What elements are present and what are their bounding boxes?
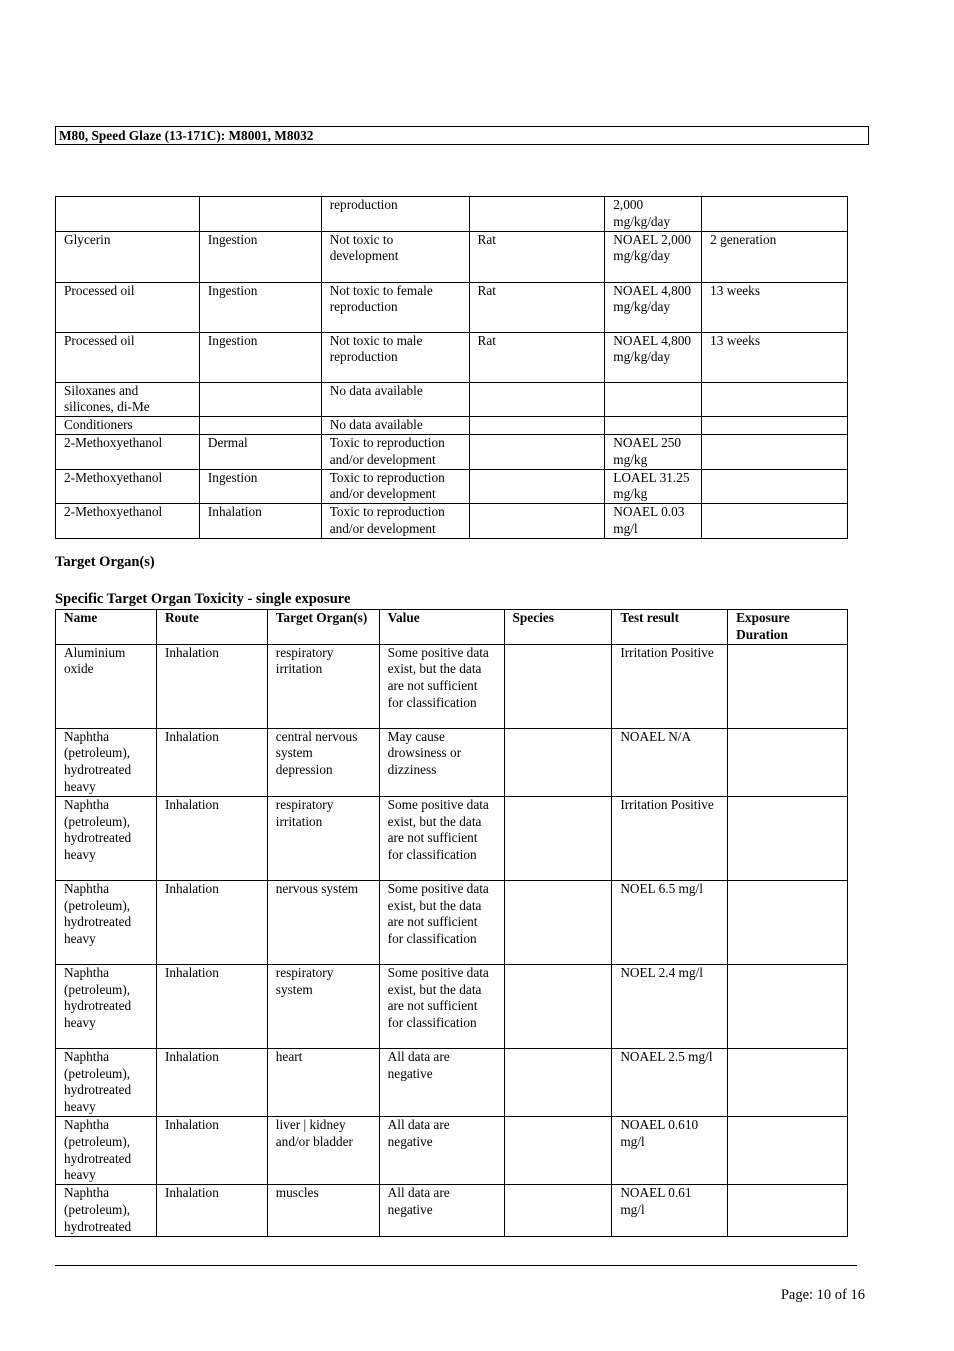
page-number: Page: 10 of 16 bbox=[780, 1287, 865, 1303]
table-cell bbox=[728, 880, 848, 964]
table-cell bbox=[728, 728, 848, 796]
table-cell bbox=[702, 504, 848, 539]
table-row bbox=[56, 1185, 848, 1236]
table-cell: 2-Methoxyethanol bbox=[56, 434, 200, 469]
table-cell bbox=[728, 1048, 848, 1116]
table-cell: liver | kidney and/or bladder bbox=[267, 1116, 379, 1184]
table-cell: Inhalation bbox=[156, 1048, 267, 1116]
table-cell: 13 weeks bbox=[702, 332, 848, 382]
column-header: Value bbox=[379, 610, 504, 645]
column-header: Target Organ(s) bbox=[267, 610, 379, 645]
table-cell: Not toxic to female reproduction bbox=[321, 282, 469, 332]
table-cell bbox=[469, 434, 605, 469]
table-cell bbox=[728, 796, 848, 880]
table-cell: Ingestion bbox=[199, 469, 321, 504]
table-cell: Naphtha (petroleum), hydrotreated heavy bbox=[56, 728, 157, 796]
table-cell bbox=[469, 197, 605, 232]
table-cell: 13 weeks bbox=[702, 282, 848, 332]
table-cell: Some positive data exist, but the data are not sufficient for classification bbox=[379, 796, 504, 880]
stot-header-row bbox=[56, 610, 848, 645]
reproduction-toxicity-table bbox=[55, 196, 848, 539]
column-header: Name bbox=[56, 610, 157, 645]
table-cell: All data are negative bbox=[379, 1116, 504, 1184]
table-cell bbox=[504, 1048, 612, 1116]
table-cell: Ingestion bbox=[199, 282, 321, 332]
table-cell: Glycerin bbox=[56, 231, 200, 282]
table-cell bbox=[469, 417, 605, 435]
table-cell: 2-Methoxyethanol bbox=[56, 469, 200, 504]
table-cell: All data are negative bbox=[379, 1048, 504, 1116]
table-cell: NOAEL 0.61 mg/l bbox=[612, 1185, 728, 1236]
table-cell: 2-Methoxyethanol bbox=[56, 504, 200, 539]
table-cell: Not toxic to male reproduction bbox=[321, 332, 469, 382]
table-cell: Naphtha (petroleum), hydrotreated heavy bbox=[56, 1116, 157, 1184]
table-row bbox=[56, 964, 848, 1048]
column-header: Species bbox=[504, 610, 612, 645]
table-cell: nervous system bbox=[267, 880, 379, 964]
table-cell: No data available bbox=[321, 417, 469, 435]
table-cell: central nervous system depression bbox=[267, 728, 379, 796]
table-row bbox=[56, 282, 848, 332]
table-cell bbox=[469, 382, 605, 417]
table-row bbox=[56, 1116, 848, 1184]
table-row bbox=[56, 504, 848, 539]
table-row bbox=[56, 231, 848, 282]
table-cell: Naphtha (petroleum), hydrotreated heavy bbox=[56, 964, 157, 1048]
table-cell: Inhalation bbox=[156, 728, 267, 796]
table-cell: Naphtha (petroleum), hydrotreated heavy bbox=[56, 796, 157, 880]
table-cell: Inhalation bbox=[156, 796, 267, 880]
table-cell bbox=[199, 417, 321, 435]
table-cell bbox=[504, 1116, 612, 1184]
table-row bbox=[56, 880, 848, 964]
table-cell: 2,000 mg/kg/day bbox=[605, 197, 702, 232]
table-cell: respiratory irritation bbox=[267, 644, 379, 728]
table-cell: Dermal bbox=[199, 434, 321, 469]
column-header: Test result bbox=[612, 610, 728, 645]
table-cell bbox=[504, 644, 612, 728]
table-cell bbox=[469, 504, 605, 539]
table-cell: NOEL 2.4 mg/l bbox=[612, 964, 728, 1048]
table-cell: Conditioners bbox=[56, 417, 200, 435]
table-cell: Inhalation bbox=[199, 504, 321, 539]
table-cell: NOAEL 2,000 mg/kg/day bbox=[605, 231, 702, 282]
table-cell: All data are negative bbox=[379, 1185, 504, 1236]
table-cell bbox=[702, 434, 848, 469]
table-cell: Irritation Positive bbox=[612, 644, 728, 728]
table-cell: respiratory system bbox=[267, 964, 379, 1048]
table-cell: Rat bbox=[469, 332, 605, 382]
table-cell: Inhalation bbox=[156, 644, 267, 728]
table-row bbox=[56, 434, 848, 469]
stot-heading: Specific Target Organ Toxicity - single exposure bbox=[55, 591, 351, 607]
table-cell: NOAEL 4,800 mg/kg/day bbox=[605, 282, 702, 332]
table-cell bbox=[504, 728, 612, 796]
reproduction-table-body bbox=[56, 197, 848, 539]
table-cell: Toxic to reproduction and/or development bbox=[321, 469, 469, 504]
table-cell: NOAEL 0.03 mg/l bbox=[605, 504, 702, 539]
table-row bbox=[56, 332, 848, 382]
table-cell: Aluminium oxide bbox=[56, 644, 157, 728]
table-row bbox=[56, 469, 848, 504]
table-cell: Inhalation bbox=[156, 1116, 267, 1184]
table-cell: Ingestion bbox=[199, 231, 321, 282]
table-cell: Rat bbox=[469, 231, 605, 282]
column-header: Exposure Duration bbox=[728, 610, 848, 645]
table-cell: No data available bbox=[321, 382, 469, 417]
table-row bbox=[56, 644, 848, 728]
table-cell: Naphtha (petroleum), hydrotreated heavy bbox=[56, 1048, 157, 1116]
table-cell: Naphtha (petroleum), hydrotreated bbox=[56, 1185, 157, 1236]
table-cell bbox=[728, 1116, 848, 1184]
stot-single-exposure-table bbox=[55, 609, 848, 1237]
table-cell bbox=[702, 197, 848, 232]
table-cell: Naphtha (petroleum), hydrotreated heavy bbox=[56, 880, 157, 964]
table-cell: Some positive data exist, but the data are not sufficient for classification bbox=[379, 880, 504, 964]
table-cell bbox=[504, 796, 612, 880]
table-row bbox=[56, 197, 848, 232]
table-cell: 2 generation bbox=[702, 231, 848, 282]
table-cell bbox=[728, 964, 848, 1048]
table-cell: Not toxic to development bbox=[321, 231, 469, 282]
table-cell: Ingestion bbox=[199, 332, 321, 382]
table-cell: Toxic to reproduction and/or development bbox=[321, 504, 469, 539]
table-cell: NOAEL 4,800 mg/kg/day bbox=[605, 332, 702, 382]
table-cell: Inhalation bbox=[156, 964, 267, 1048]
table-cell: LOAEL 31.25 mg/kg bbox=[605, 469, 702, 504]
table-cell bbox=[728, 1185, 848, 1236]
table-cell bbox=[702, 417, 848, 435]
table-cell bbox=[605, 382, 702, 417]
table-cell: NOAEL 250 mg/kg bbox=[605, 434, 702, 469]
table-cell bbox=[702, 382, 848, 417]
table-row bbox=[56, 382, 848, 417]
footer-rule bbox=[55, 1265, 857, 1266]
table-row bbox=[56, 417, 848, 435]
table-cell bbox=[605, 417, 702, 435]
table-cell: NOAEL 2.5 mg/l bbox=[612, 1048, 728, 1116]
section-heading: Target Organ(s) bbox=[55, 554, 155, 570]
table-cell: Inhalation bbox=[156, 880, 267, 964]
table-cell bbox=[199, 382, 321, 417]
table-cell: NOAEL N/A bbox=[612, 728, 728, 796]
table-row bbox=[56, 1048, 848, 1116]
table-cell bbox=[504, 880, 612, 964]
table-cell: Toxic to reproduction and/or development bbox=[321, 434, 469, 469]
column-header: Route bbox=[156, 610, 267, 645]
table-cell bbox=[199, 197, 321, 232]
table-cell: heart bbox=[267, 1048, 379, 1116]
table-row bbox=[56, 796, 848, 880]
table-cell: Siloxanes and silicones, di-Me bbox=[56, 382, 200, 417]
table-cell: Rat bbox=[469, 282, 605, 332]
table-cell: NOAEL 0.610 mg/l bbox=[612, 1116, 728, 1184]
table-cell: reproduction bbox=[321, 197, 469, 232]
table-cell bbox=[469, 469, 605, 504]
table-cell: NOEL 6.5 mg/l bbox=[612, 880, 728, 964]
table-cell bbox=[56, 197, 200, 232]
table-cell bbox=[504, 964, 612, 1048]
table-cell: respiratory irritation bbox=[267, 796, 379, 880]
table-cell: Inhalation bbox=[156, 1185, 267, 1236]
table-cell: Processed oil bbox=[56, 282, 200, 332]
table-cell: Some positive data exist, but the data are not sufficient for classification bbox=[379, 964, 504, 1048]
document-header: M80, Speed Glaze (13-171C): M8001, M8032 bbox=[55, 126, 869, 145]
table-cell: Some positive data exist, but the data are not sufficient for classification bbox=[379, 644, 504, 728]
table-cell: May cause drowsiness or dizziness bbox=[379, 728, 504, 796]
table-cell: Irritation Positive bbox=[612, 796, 728, 880]
table-cell bbox=[728, 644, 848, 728]
table-cell bbox=[702, 469, 848, 504]
table-cell bbox=[504, 1185, 612, 1236]
stot-table-body bbox=[56, 644, 848, 1236]
table-cell: Processed oil bbox=[56, 332, 200, 382]
table-cell: muscles bbox=[267, 1185, 379, 1236]
table-row bbox=[56, 728, 848, 796]
